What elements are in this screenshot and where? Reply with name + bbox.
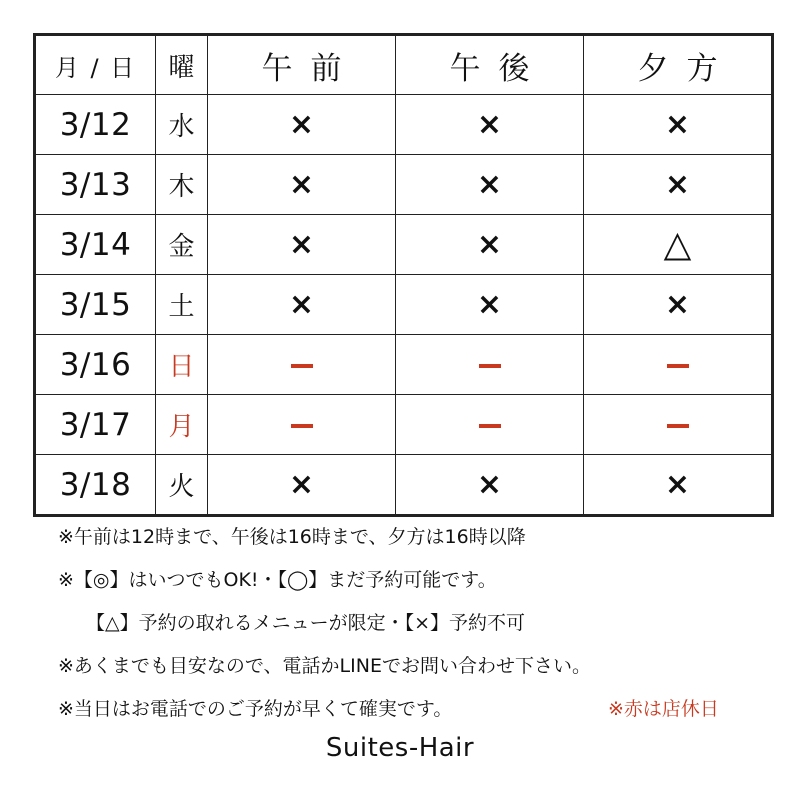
table-row [36, 395, 772, 455]
date-cell: 3/13 [36, 155, 156, 215]
slot-cell-morning [208, 275, 396, 335]
date-cell: 3/12 [36, 95, 156, 155]
slot-cell-afternoon [396, 455, 584, 515]
slot-cell-afternoon [396, 395, 584, 455]
slot-cell-afternoon [396, 215, 584, 275]
table-row [36, 335, 772, 395]
closed-dash-icon [667, 424, 689, 428]
slot-cell-afternoon [396, 275, 584, 335]
unavailable-cross-icon: × [288, 466, 315, 502]
header-morning: 午前 [208, 36, 396, 95]
closed-dash-icon [479, 424, 501, 428]
slot-cell-evening [584, 455, 772, 515]
slot-cell-evening [584, 275, 772, 335]
unavailable-cross-icon: × [664, 466, 691, 502]
weekday-cell: 金 [156, 215, 208, 275]
unavailable-cross-icon: × [288, 166, 315, 202]
table-header-row [36, 36, 772, 95]
note-time-ranges: ※午前は12時まで、午後は16時まで、夕方は16時以降 [58, 526, 526, 548]
table-row [36, 455, 772, 515]
note-same-day: ※当日はお電話でのご予約が早くて確実です。 [58, 698, 453, 720]
weekday-cell: 火 [156, 455, 208, 515]
table-row [36, 275, 772, 335]
slot-cell-evening [584, 215, 772, 275]
limited-triangle-icon: △ [663, 223, 692, 265]
closed-dash-icon [479, 364, 501, 368]
weekday-cell: 水 [156, 95, 208, 155]
unavailable-cross-icon: × [476, 286, 503, 322]
unavailable-cross-icon: × [476, 466, 503, 502]
unavailable-cross-icon: × [476, 226, 503, 262]
weekday-cell: 月 [156, 395, 208, 455]
header-day: 曜 [156, 36, 208, 95]
unavailable-cross-icon: × [664, 106, 691, 142]
slot-cell-morning [208, 455, 396, 515]
table-row [36, 215, 772, 275]
closed-dash-icon [291, 424, 313, 428]
slot-cell-afternoon [396, 155, 584, 215]
slot-cell-evening [584, 395, 772, 455]
note-contact: ※あくまでも目安なので、電話かLINEでお問い合わせ下さい。 [58, 655, 591, 677]
unavailable-cross-icon: × [664, 286, 691, 322]
unavailable-cross-icon: × [476, 166, 503, 202]
slot-cell-afternoon [396, 95, 584, 155]
brand-name: Suites-Hair [325, 733, 475, 763]
date-cell: 3/14 [36, 215, 156, 275]
closed-dash-icon [291, 364, 313, 368]
weekday-cell: 土 [156, 275, 208, 335]
unavailable-cross-icon: × [664, 166, 691, 202]
slot-cell-evening [584, 155, 772, 215]
slot-cell-morning [208, 395, 396, 455]
slot-cell-evening [584, 95, 772, 155]
date-cell: 3/15 [36, 275, 156, 335]
weekday-cell: 木 [156, 155, 208, 215]
header-date: 月 / 日 [36, 36, 156, 95]
date-cell: 3/16 [36, 335, 156, 395]
date-cell: 3/18 [36, 455, 156, 515]
note-holiday-legend: ※赤は店休日 [608, 698, 719, 720]
unavailable-cross-icon: × [288, 106, 315, 142]
date-cell: 3/17 [36, 395, 156, 455]
weekday-cell: 日 [156, 335, 208, 395]
slot-cell-morning [208, 95, 396, 155]
unavailable-cross-icon: × [476, 106, 503, 142]
header-afternoon: 午後 [396, 36, 584, 95]
slot-cell-morning [208, 155, 396, 215]
slot-cell-afternoon [396, 335, 584, 395]
note-legend-limited: 【△】予約の取れるメニューが限定・【×】予約不可 [86, 612, 526, 634]
unavailable-cross-icon: × [288, 286, 315, 322]
table-row [36, 95, 772, 155]
slot-cell-morning [208, 215, 396, 275]
unavailable-cross-icon: × [288, 226, 315, 262]
table-row [36, 155, 772, 215]
header-evening: 夕方 [584, 36, 772, 95]
slot-cell-evening [584, 335, 772, 395]
closed-dash-icon [667, 364, 689, 368]
note-legend-available: ※【◎】はいつでもOK!・【◯】まだ予約可能です。 [58, 569, 497, 591]
availability-table [35, 35, 772, 515]
slot-cell-morning [208, 335, 396, 395]
